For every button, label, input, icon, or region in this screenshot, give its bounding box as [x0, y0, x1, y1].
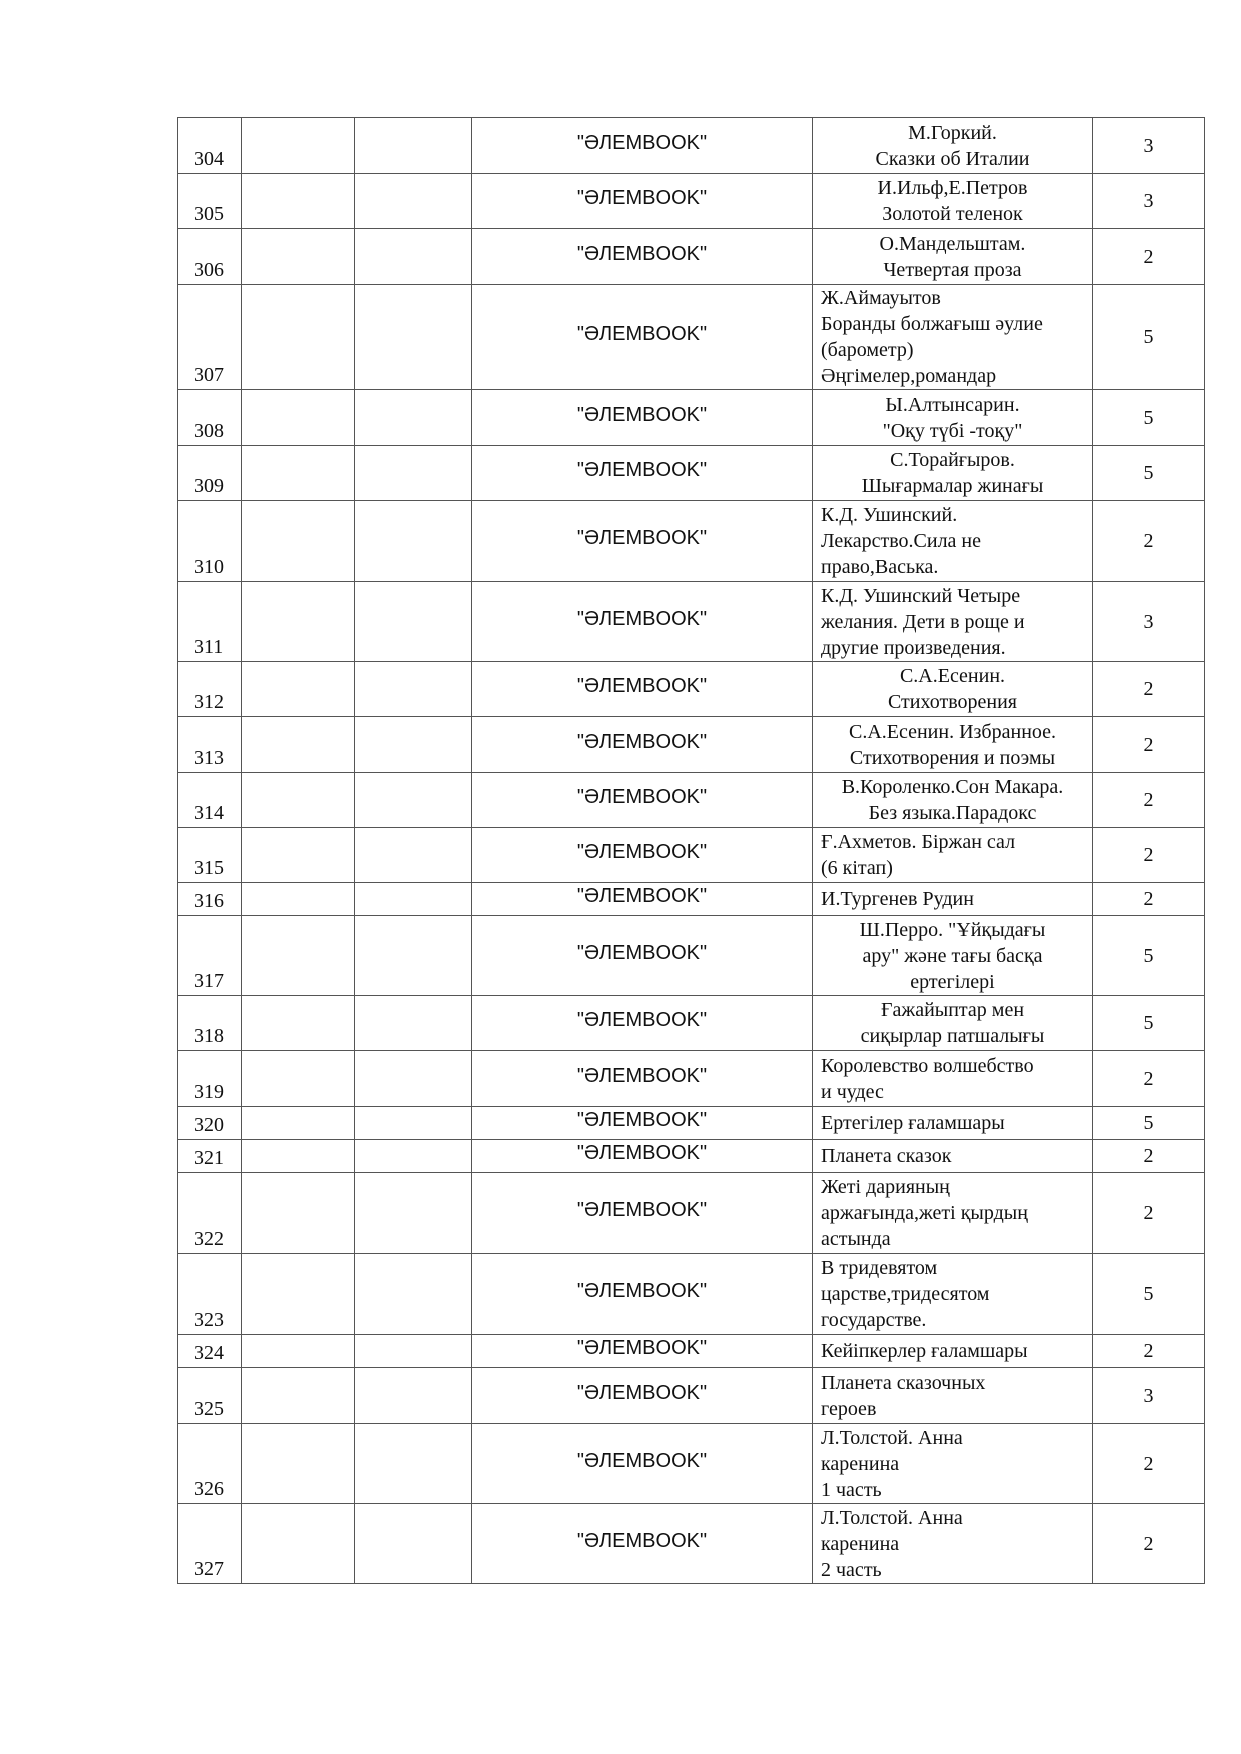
row-number-cell: 305: [178, 174, 242, 229]
empty-cell-a: [242, 717, 355, 773]
row-number-cell: 324: [178, 1335, 242, 1368]
row-number-cell: 315: [178, 828, 242, 883]
book-title-cell: Ш.Перро. "Ұйқыдағы ару" және тағы басқа ертегілері: [813, 916, 1093, 996]
quantity-cell: 5: [1093, 996, 1205, 1051]
empty-cell-b: [355, 916, 472, 996]
table-row: [178, 1140, 1205, 1173]
table-row: [178, 1368, 1205, 1424]
book-title-cell: О.Мандельштам. Четвертая проза: [813, 229, 1093, 285]
row-number-cell: 318: [178, 996, 242, 1051]
publisher-cell: "ӘЛЕМBOOK": [472, 828, 813, 883]
publisher-cell: "ӘЛЕМBOOK": [472, 1107, 813, 1140]
book-title-cell: М.Горкий. Сказки об Италии: [813, 118, 1093, 174]
table-row: [178, 1504, 1205, 1584]
empty-cell-a: [242, 118, 355, 174]
book-title-cell: Жеті дарияның аржағында,жеті қырдың астында: [813, 1173, 1093, 1254]
empty-cell-b: [355, 996, 472, 1051]
table-row: [178, 662, 1205, 717]
table-row: [178, 174, 1205, 229]
publisher-cell: "ӘЛЕМBOOK": [472, 1254, 813, 1335]
empty-cell-a: [242, 662, 355, 717]
row-number-cell: 327: [178, 1504, 242, 1584]
empty-cell-a: [242, 1504, 355, 1584]
row-number-cell: 325: [178, 1368, 242, 1424]
row-number-cell: 326: [178, 1424, 242, 1504]
empty-cell-b: [355, 1504, 472, 1584]
book-title-cell: Планета сказочных героев: [813, 1368, 1093, 1424]
quantity-cell: 2: [1093, 1173, 1205, 1254]
row-number-cell: 317: [178, 916, 242, 996]
publisher-cell: "ӘЛЕМBOOK": [472, 1051, 813, 1107]
publisher-cell: "ӘЛЕМBOOK": [472, 1173, 813, 1254]
publisher-cell: "ӘЛЕМBOOK": [472, 773, 813, 828]
quantity-cell: 2: [1093, 1504, 1205, 1584]
empty-cell-b: [355, 1140, 472, 1173]
empty-cell-b: [355, 1051, 472, 1107]
table-row: [178, 1051, 1205, 1107]
quantity-cell: 5: [1093, 916, 1205, 996]
empty-cell-b: [355, 285, 472, 390]
empty-cell-b: [355, 1424, 472, 1504]
quantity-cell: 3: [1093, 118, 1205, 174]
row-number-cell: 320: [178, 1107, 242, 1140]
book-title-cell: И.Ильф,Е.Петров Золотой теленок: [813, 174, 1093, 229]
empty-cell-a: [242, 773, 355, 828]
row-number-cell: 309: [178, 446, 242, 501]
empty-cell-b: [355, 883, 472, 916]
quantity-cell: 2: [1093, 229, 1205, 285]
empty-cell-b: [355, 390, 472, 446]
empty-cell-a: [242, 1173, 355, 1254]
empty-cell-a: [242, 1107, 355, 1140]
empty-cell-a: [242, 1368, 355, 1424]
book-title-cell: Ғажайыптар мен сиқырлар патшалығы: [813, 996, 1093, 1051]
empty-cell-a: [242, 1335, 355, 1368]
row-number-cell: 304: [178, 118, 242, 174]
publisher-cell: "ӘЛЕМBOOK": [472, 582, 813, 662]
empty-cell-a: [242, 446, 355, 501]
book-title-cell: Планета сказок: [813, 1140, 1093, 1173]
publisher-cell: "ӘЛЕМBOOK": [472, 174, 813, 229]
table-row: [178, 582, 1205, 662]
book-title-cell: Ертегілер ғаламшары: [813, 1107, 1093, 1140]
quantity-cell: 2: [1093, 773, 1205, 828]
quantity-cell: 2: [1093, 501, 1205, 582]
quantity-cell: 5: [1093, 1254, 1205, 1335]
table-row: [178, 717, 1205, 773]
publisher-cell: "ӘЛЕМBOOK": [472, 883, 813, 916]
book-title-cell: К.Д. Ушинский. Лекарство.Сила не право,Васька.: [813, 501, 1093, 582]
empty-cell-a: [242, 1424, 355, 1504]
book-list-table: [177, 117, 1205, 1584]
empty-cell-b: [355, 1107, 472, 1140]
table-row: [178, 828, 1205, 883]
quantity-cell: 2: [1093, 1335, 1205, 1368]
book-title-cell: С.А.Есенин. Избранное. Стихотворения и поэмы: [813, 717, 1093, 773]
table-row: [178, 285, 1205, 390]
publisher-cell: "ӘЛЕМBOOK": [472, 996, 813, 1051]
row-number-cell: 308: [178, 390, 242, 446]
publisher-cell: "ӘЛЕМBOOK": [472, 1424, 813, 1504]
publisher-cell: "ӘЛЕМBOOK": [472, 1335, 813, 1368]
quantity-cell: 5: [1093, 390, 1205, 446]
book-title-cell: Королевство волшебство и чудес: [813, 1051, 1093, 1107]
publisher-cell: "ӘЛЕМBOOK": [472, 1368, 813, 1424]
empty-cell-a: [242, 1140, 355, 1173]
book-title-cell: Л.Толстой. Анна каренина 1 часть: [813, 1424, 1093, 1504]
publisher-cell: "ӘЛЕМBOOK": [472, 229, 813, 285]
row-number-cell: 321: [178, 1140, 242, 1173]
book-title-cell: Ғ.Ахметов. Біржан сал (6 кітап): [813, 828, 1093, 883]
publisher-cell: "ӘЛЕМBOOK": [472, 446, 813, 501]
table-row: [178, 916, 1205, 996]
empty-cell-a: [242, 1254, 355, 1335]
book-title-cell: В.Короленко.Сон Макара. Без языка.Парадокс: [813, 773, 1093, 828]
book-title-cell: В тридевятом царстве,тридесятом государстве.: [813, 1254, 1093, 1335]
row-number-cell: 306: [178, 229, 242, 285]
table-row: [178, 996, 1205, 1051]
empty-cell-b: [355, 229, 472, 285]
publisher-cell: "ӘЛЕМBOOK": [472, 717, 813, 773]
empty-cell-b: [355, 1368, 472, 1424]
book-title-cell: И.Тургенев Рудин: [813, 883, 1093, 916]
table-row: [178, 883, 1205, 916]
quantity-cell: 3: [1093, 174, 1205, 229]
empty-cell-b: [355, 501, 472, 582]
empty-cell-a: [242, 996, 355, 1051]
publisher-cell: "ӘЛЕМBOOK": [472, 662, 813, 717]
quantity-cell: 3: [1093, 1368, 1205, 1424]
quantity-cell: 5: [1093, 1107, 1205, 1140]
row-number-cell: 319: [178, 1051, 242, 1107]
quantity-cell: 2: [1093, 1140, 1205, 1173]
empty-cell-b: [355, 773, 472, 828]
table-row: [178, 446, 1205, 501]
quantity-cell: 3: [1093, 582, 1205, 662]
quantity-cell: 2: [1093, 883, 1205, 916]
empty-cell-a: [242, 1051, 355, 1107]
empty-cell-a: [242, 883, 355, 916]
quantity-cell: 5: [1093, 446, 1205, 501]
publisher-cell: "ӘЛЕМBOOK": [472, 1504, 813, 1584]
quantity-cell: 2: [1093, 828, 1205, 883]
empty-cell-a: [242, 174, 355, 229]
empty-cell-a: [242, 828, 355, 883]
table-row: [178, 1424, 1205, 1504]
row-number-cell: 311: [178, 582, 242, 662]
book-title-cell: Л.Толстой. Анна каренина 2 часть: [813, 1504, 1093, 1584]
empty-cell-a: [242, 229, 355, 285]
table-row: [178, 1254, 1205, 1335]
row-number-cell: 323: [178, 1254, 242, 1335]
quantity-cell: 5: [1093, 285, 1205, 390]
empty-cell-b: [355, 1254, 472, 1335]
table-row: [178, 118, 1205, 174]
quantity-cell: 2: [1093, 1424, 1205, 1504]
row-number-cell: 322: [178, 1173, 242, 1254]
table-row: [178, 773, 1205, 828]
book-title-cell: К.Д. Ушинский Четыре желания. Дети в роще и другие произведения.: [813, 582, 1093, 662]
empty-cell-a: [242, 501, 355, 582]
book-title-cell: С.А.Есенин. Стихотворения: [813, 662, 1093, 717]
row-number-cell: 316: [178, 883, 242, 916]
table-row: [178, 390, 1205, 446]
row-number-cell: 313: [178, 717, 242, 773]
publisher-cell: "ӘЛЕМBOOK": [472, 390, 813, 446]
book-title-cell: Ж.Аймауытов Боранды болжағыш әулие (барометр) Әңгімелер,романдар: [813, 285, 1093, 390]
table-row: [178, 1107, 1205, 1140]
table-row: [178, 1335, 1205, 1368]
empty-cell-b: [355, 174, 472, 229]
empty-cell-a: [242, 582, 355, 662]
publisher-cell: "ӘЛЕМBOOK": [472, 118, 813, 174]
empty-cell-a: [242, 285, 355, 390]
empty-cell-b: [355, 446, 472, 501]
table-body: [178, 118, 1205, 1584]
publisher-cell: "ӘЛЕМBOOK": [472, 285, 813, 390]
quantity-cell: 2: [1093, 717, 1205, 773]
quantity-cell: 2: [1093, 662, 1205, 717]
empty-cell-b: [355, 828, 472, 883]
table-row: [178, 501, 1205, 582]
book-title-cell: Кейіпкерлер ғаламшары: [813, 1335, 1093, 1368]
book-title-cell: С.Торайғыров. Шығармалар жинағы: [813, 446, 1093, 501]
row-number-cell: 310: [178, 501, 242, 582]
empty-cell-b: [355, 118, 472, 174]
publisher-cell: "ӘЛЕМBOOK": [472, 1140, 813, 1173]
book-title-cell: Ы.Алтынсарин. "Оқу түбі -тоқу": [813, 390, 1093, 446]
empty-cell-b: [355, 717, 472, 773]
publisher-cell: "ӘЛЕМBOOK": [472, 916, 813, 996]
table-row: [178, 1173, 1205, 1254]
publisher-cell: "ӘЛЕМBOOK": [472, 501, 813, 582]
empty-cell-a: [242, 916, 355, 996]
empty-cell-a: [242, 390, 355, 446]
row-number-cell: 314: [178, 773, 242, 828]
empty-cell-b: [355, 662, 472, 717]
empty-cell-b: [355, 582, 472, 662]
empty-cell-b: [355, 1335, 472, 1368]
row-number-cell: 312: [178, 662, 242, 717]
quantity-cell: 2: [1093, 1051, 1205, 1107]
table-row: [178, 229, 1205, 285]
empty-cell-b: [355, 1173, 472, 1254]
row-number-cell: 307: [178, 285, 242, 390]
